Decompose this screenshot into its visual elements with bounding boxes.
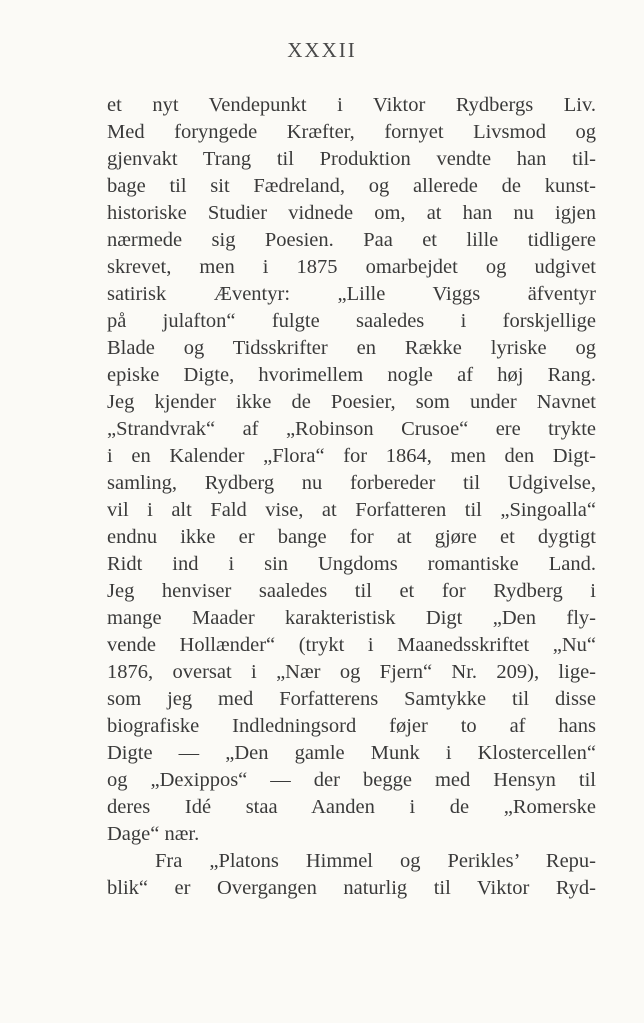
text-line: Digte — „Den gamle Munk i Klostercellen“: [107, 742, 596, 764]
text-line: skrevet, men i 1875 omarbejdet og udgivet: [107, 256, 596, 278]
text-line: vende Hollænder“ (trykt i Maanedsskriftet „Nu“: [107, 634, 596, 656]
text-line: i en Kalender „Flora“ for 1864, men den Digt-: [107, 445, 596, 467]
text-line: endnu ikke er bange for at gjøre et dygtigt: [107, 526, 596, 548]
text-line: deres Idé staa Aanden i de „Romerske: [107, 796, 596, 818]
text-line: Jeg henviser saaledes til et for Rydberg i: [107, 580, 596, 602]
text-line: blik“ er Overgangen naturlig til Viktor Ryd-: [107, 877, 596, 899]
text-line: Dage“ nær.: [107, 823, 200, 845]
text-line: Ridt ind i sin Ungdoms romantiske Land.: [107, 553, 596, 575]
text-line: „Strandvrak“ af „Robinson Crusoe“ ere trykte: [107, 418, 596, 440]
page-number: XXXII: [287, 38, 357, 62]
text-line: vil i alt Fald vise, at Forfatteren til „Singoalla“: [107, 499, 596, 521]
body-text: [107, 92, 596, 902]
text-line: bage til sit Fædreland, og allerede de kunst-: [107, 175, 596, 197]
text-line: på julafton“ fulgte saaledes i forskjellige: [107, 310, 596, 332]
text-line: gjenvakt Trang til Produktion vendte han til-: [107, 148, 596, 170]
text-line: nærmede sig Poesien. Paa et lille tidligere: [107, 229, 596, 251]
text-line: som jeg med Forfatterens Samtykke til disse: [107, 688, 596, 710]
text-line: og „Dexippos“ — der begge med Hensyn til: [107, 769, 596, 791]
text-line: historiske Studier vidnede om, at han nu igjen: [107, 202, 596, 224]
text-line: biografiske Indledningsord føjer to af hans: [107, 715, 596, 737]
text-line: et nyt Vendepunkt i Viktor Rydbergs Liv.: [107, 94, 596, 116]
text-line: episke Digte, hvorimellem nogle af høj Rang.: [107, 364, 596, 386]
text-line: 1876, oversat i „Nær og Fjern“ Nr. 209), lige-: [107, 661, 596, 683]
text-line: samling, Rydberg nu forbereder til Udgivelse,: [107, 472, 596, 494]
text-line: Jeg kjender ikke de Poesier, som under Navnet: [107, 391, 596, 413]
text-line: Fra „Platons Himmel og Perikles’ Repu-: [155, 850, 596, 872]
text-line: Blade og Tidsskrifter en Række lyriske og: [107, 337, 596, 359]
text-line: satirisk Æventyr: „Lille Viggs äfventyr: [107, 283, 596, 305]
text-line: mange Maader karakteristisk Digt „Den fly-: [107, 607, 596, 629]
text-line: Med foryngede Kræfter, fornyet Livsmod og: [107, 121, 596, 143]
